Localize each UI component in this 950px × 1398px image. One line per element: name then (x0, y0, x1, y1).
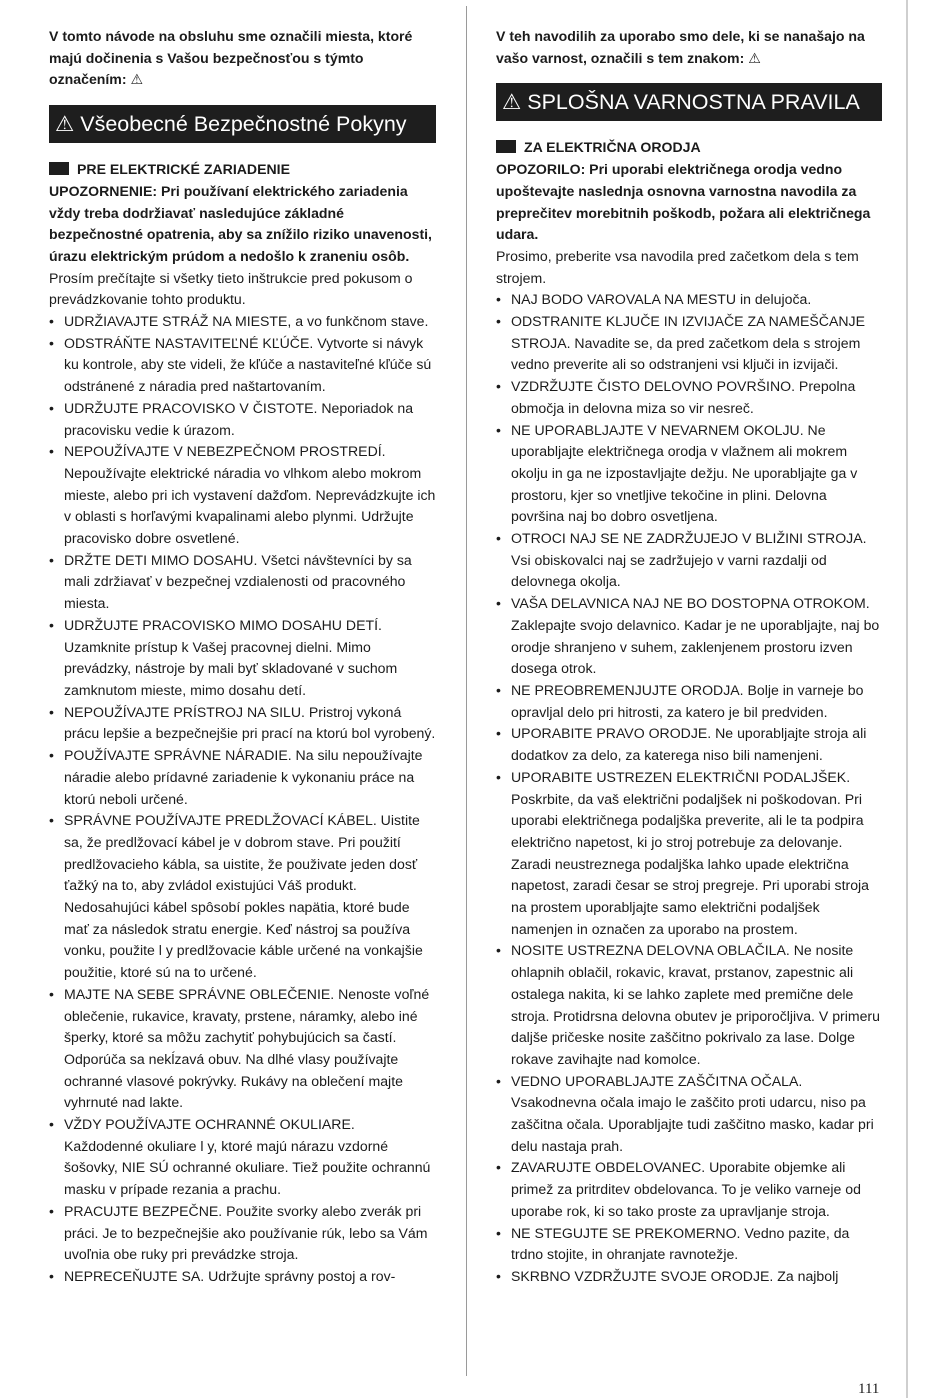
list-item: • NE UPORABLJAJTE V NEVARNEM OKOLJU. Ne uporabljajte električnega orodja v vlažnem ali mokrem okolju in ga ne izpostavljajte dežju. Ne uporabljajte ga v prostoru, kjer so vnetljive tekočine in plini. Delovna površina naj bo dobro osvetljena. (496, 420, 882, 529)
section-heading-text: PRE ELEKTRICKÉ ZARIADENIE (77, 161, 290, 178)
list-item: • SKRBNO VZDRŽUJTE SVOJE ORODJE. Za najbolj (496, 1266, 882, 1288)
warning-paragraph: OPOZORILO: Pri uporabi električnega orodja vedno upoštevajte naslednja osnovna varnostna navodila za preprečitev morebitnih poškodb, požara ali električnega udara. (496, 161, 871, 243)
list-item: • NEPOUŽÍVAJTE PRÍSTROJ NA SILU. Pristroj vykoná prácu lepšie a bezpečnejšie pri prací na ktorú bol vyrobený. (49, 702, 436, 745)
section-banner: ⚠ Všeobecné Bezpečnostné Pokyny (49, 105, 436, 143)
list-item: • UPORABITE PRAVO ORODJE. Ne uporabljajte stroja ali dodatkov za delo, za katerega niso bili namenjeni. (496, 723, 882, 766)
list-item: • DRŽTE DETI MIMO DOSAHU. Všetci návštevníci by sa mali zdržiavať v bezpečnej vzdialenosti od pracovného miesta. (49, 550, 436, 615)
safety-rule-list (496, 289, 882, 1287)
list-item: • ZAVARUJTE OBDELOVANEC. Uporabite objemke ali primež za pritrditev obdelovanca. To je veliko varneje od uporabe rok, ki so tako proste za upravljanje stroja. (496, 1157, 882, 1222)
list-item: • NEPOUŽÍVAJTE V NEBEZPEČNOM PROSTREDÍ. Nepoužívajte elektrické náradia vo vlhkom alebo mokrom mieste, alebo pri ich vystavení dažďom. Neprevádzkujte ich v oblasti s horľavými kvapalinami alebo plynmi. Udržujte pracovisko dobre osvetlené. (49, 441, 436, 550)
list-item: • VZDRŽUJTE ČISTO DELOVNO POVRŠINO. Prepolna območja in delovna miza so vir nesreč. (496, 376, 882, 419)
instruction-note: Prosimo, preberite vsa navodila pred začetkom dela s tem strojem. (496, 247, 859, 286)
section-heading-text: ZA ELEKTRIČNA ORODJA (524, 139, 701, 156)
list-item: • VEDNO UPORABLJAJTE ZAŠČITNA OČALA. Vsakodnevna očala imajo le zaščito proti udarcu, niso pa zaščitna očala. Uporabljajte tudi zaščitno masko, kadar pri delu nastaja prah. (496, 1071, 882, 1158)
list-item: • POUŽÍVAJTE SPRÁVNE NÁRADIE. Na silu nepoužívajte náradie alebo prídavné zariadenie k vykonaniu práce na ktorú neboli určené. (49, 745, 436, 810)
list-item: • VAŠA DELAVNICA NAJ NE BO DOSTOPNA OTROKOM. Zaklepajte svojo delavnico. Kadar je ne uporabljajte, naj bo orodje shranjeno v suhem, zaklenjenem prostoru izven dosega otrok. (496, 593, 882, 680)
list-item: • SPRÁVNE POUŽÍVAJTE PREDLŽOVACÍ KÁBEL. Uistite sa, že predlžovací kábel je v dobrom stave. Pri použití predlžovacieho kábla, sa uistite, že použivate jeden dosť ťažký na to, aby zvládol existujúci Váš produkt. Nedosahujúci kábel spôsobí pokles napätia, ktoré bude mať za následok stratu energie. Keď nástroj sa používa vonku, použite l y predlžovacie káble určené na vonkajšie použitie, ktoré sú na to určené. (49, 810, 436, 984)
list-item: • UDRŽUJTE PRACOVISKO MIMO DOSAHU DETÍ. Uzamknite prístup k Vašej pracovnej dielni. Mimo prevádzky, nástroje by mali byť skladované v suchom zamknutom mieste, mimo dosahu detí. (49, 615, 436, 702)
section-banner: ⚠ SPLOŠNA VARNOSTNA PRAVILA (496, 83, 882, 121)
list-item: • NE STEGUJTE SE PREKOMERNO. Vedno pazite, da trdno stojite, in ohranjate ravnotežje. (496, 1223, 882, 1266)
list-item: • UPORABITE USTREZEN ELEKTRIČNI PODALJŠEK. Poskrbite, da vaš električni podaljšek ni poškodovan. Pri uporabi električnega podaljška preverite, ali le ta podpira električno napetost, ki jo stroj potrebuje za delovanje. Zaradi neustreznega podaljška lahko upade električna napetost, zaradi česar se stroj pregreje. Pri uporabi stroja na prostem uporabljajte samo električni podaljšek namenjen in označen za uporabo na prostem. (496, 767, 882, 941)
intro-text: V teh navodilih za uporabo smo dele, ki se nanašajo na vašo varnost, označili s tem znakom: ⚠ (496, 28, 865, 66)
section-heading (49, 159, 436, 181)
warning-paragraph: UPOZORNENIE: Pri používaní elektrického zariadenia vždy treba dodržiavať nasledujúce základné bezpečnostné opatrenia, aby sa znížilo riziko unavenosti, úrazu elektrickým prúdom a nedošlo k zraneniu osôb. (49, 182, 432, 264)
list-item: • OTROCI NAJ SE NE ZADRŽUJEJO V BLIŽINI STROJA. Vsi obiskovalci naj se zadržujejo v varni razdalji od delovnega okolja. (496, 528, 882, 593)
list-item: • NEPRECEŇUJTE SA. Udržujte správny postoj a rov- (49, 1266, 436, 1288)
list-item: • NAJ BODO VAROVALA NA MESTU in delujoča. (496, 289, 882, 311)
column-divider (466, 6, 467, 1376)
list-item: • UDRŽUJTE PRACOVISKO V ČISTOTE. Neporiadok na pracovisku vedie k úrazom. (49, 398, 436, 441)
section-heading (496, 137, 882, 159)
list-item: • ODSTRANITE KLJUČE IN IZVIJAČE ZA NAMEŠČANJE STROJA. Navadite se, da pred začetkom dela s strojem vedno preverite ali so odstranjeni vsi ključi in izvijači. (496, 311, 882, 376)
instruction-note: Prosím prečítajte si všetky tieto inštrukcie pred pokusom o prevádzkovanie tohto produktu. (49, 269, 413, 308)
intro-text: V tomto návode na obsluhu sme označili miesta, ktoré majú dočinenia s Vašou bezpečnosťou s týmto označením: ⚠ (49, 28, 413, 88)
safety-rule-list (49, 311, 436, 1288)
list-item: • NOSITE USTREZNA DELOVNA OBLAČILA. Ne nosite ohlapnih oblačil, rokavic, kravat, prstanov, zapestnic ali ostalega nakita, ki se lahko zaplete med premične dele stroja. Protidrsna delovna obutev je priporočljiva. V primeru daljše pričeske nosite zaščitno pokrivalo za lase. Dolge rokave zavihajte nad komolce. (496, 940, 882, 1070)
list-item: • VŽDY POUŽÍVAJTE OCHRANNÉ OKULIARE. Každodenné okuliare l y, ktoré majú nárazu vzdorné šošovky, NIE SÚ ochranné okuliare. Tiež použite ochrannú masku v prípade rezania a prachu. (49, 1114, 436, 1201)
list-item: • ODSTRÁŇTE NASTAVITEĽNÉ KĽÚČE. Vytvorte si návyk ku kontrole, aby ste videli, že kľúče a nastaviteľné kľúče sú odstránené z náradia pred naštartovaním. (49, 333, 436, 398)
page-edge (906, 0, 908, 1398)
black-square-marker (49, 162, 69, 175)
list-item: • UDRŽIAVAJTE STRÁŽ NA MIESTE, a vo funkčnom stave. (49, 311, 436, 333)
left-column-slovak (49, 26, 436, 1288)
black-square-marker (496, 140, 516, 153)
list-item: • NE PREOBREMENJUJTE ORODJA. Bolje in varneje bo opravljal delo pri hitrosti, za katero je bil predviden. (496, 680, 882, 723)
right-column-slovenian (496, 26, 882, 1288)
list-item: • PRACUJTE BEZPEČNE. Použite svorky alebo zverák pri práci. Je to bezpečnejšie ako používanie rúk, lebo sa Vám uvoľnia obe ruky pri prevádzke stroja. (49, 1201, 436, 1266)
list-item: • MAJTE NA SEBE SPRÁVNE OBLEČENIE. Nenoste voľné oblečenie, rukavice, kravaty, prstene, náramky, alebo iné šperky, ktoré sa môžu zachytiť pohybujúcich sa častí. Odporúča sa nekĺzavá obuv. Na dlhé vlasy používajte ochranné vlasové pokrývky. Rukávy na oblečení majte vyhrnuté nad lakte. (49, 984, 436, 1114)
page-number: 111 (858, 1381, 880, 1397)
